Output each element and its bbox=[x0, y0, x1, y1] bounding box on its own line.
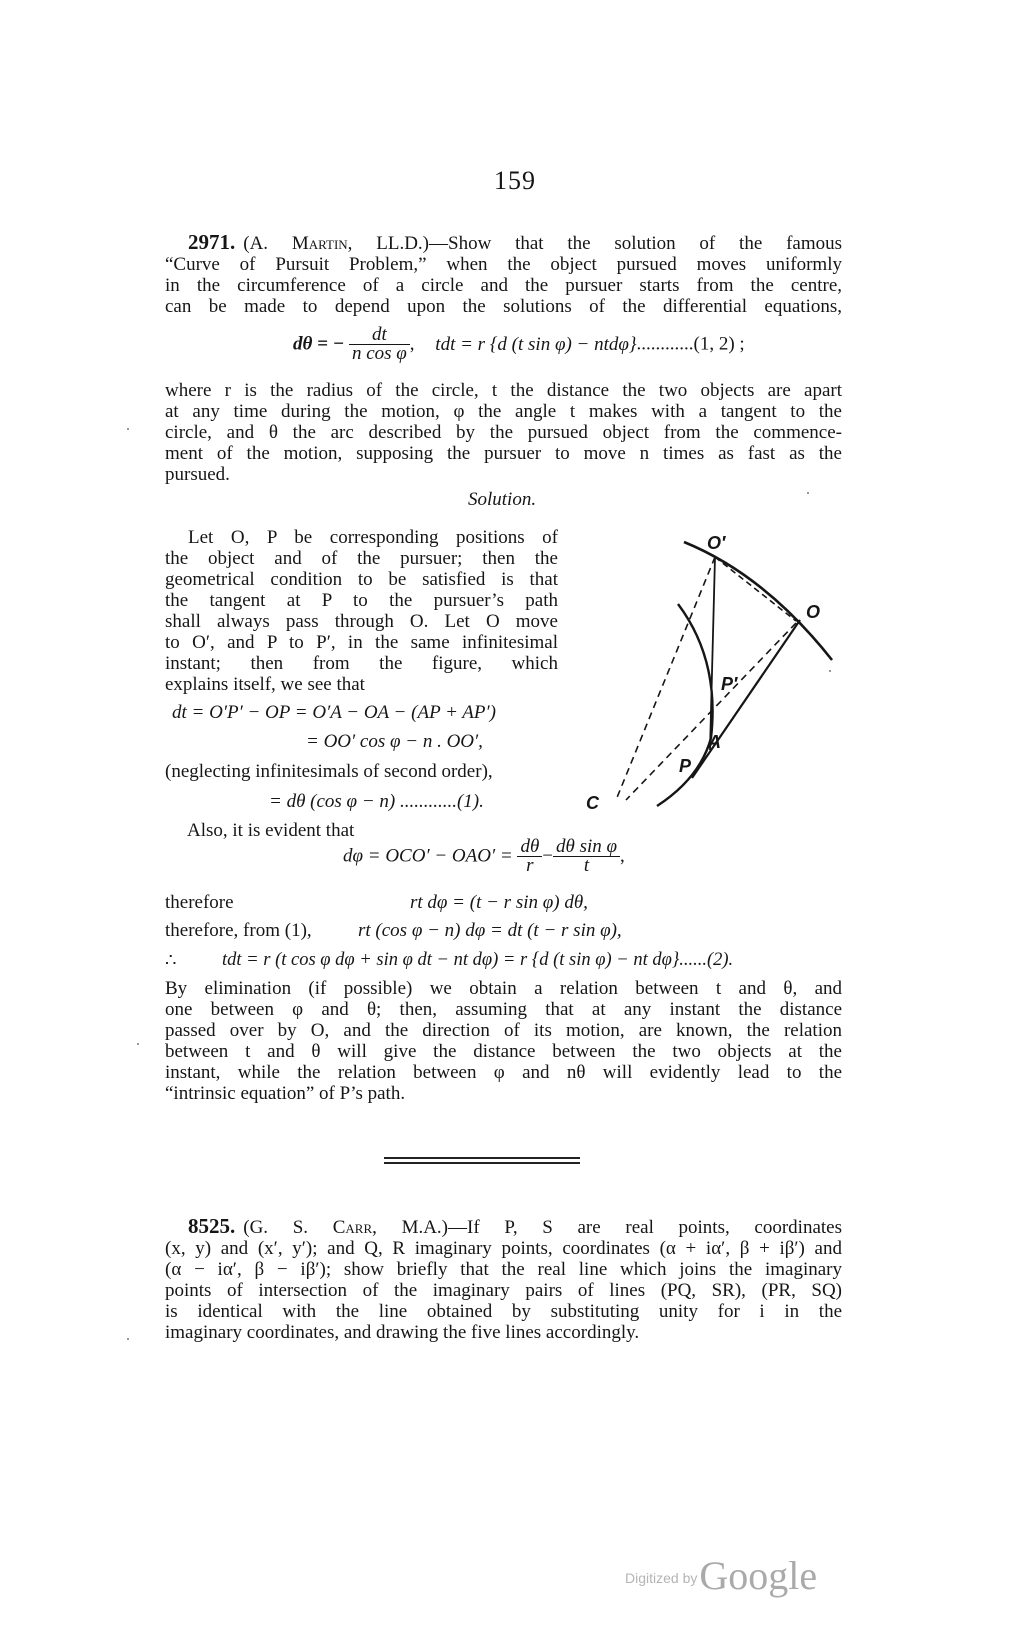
digitized-by-google-watermark bbox=[625, 1552, 817, 1599]
eq1-line-2: = OO′ cos φ − n . OO′, bbox=[306, 731, 483, 752]
dphi-fraction-1-denominator: r bbox=[526, 855, 534, 876]
solution-intro-line-5: shall always pass through O. Let O move bbox=[165, 611, 558, 632]
label-o: O bbox=[806, 602, 821, 622]
dphi-equation bbox=[343, 838, 625, 875]
also-text: Also, it is evident that bbox=[187, 820, 355, 841]
therefore-2-label: therefore, from (1), bbox=[165, 920, 312, 941]
section-divider-top bbox=[384, 1157, 580, 1159]
question-text: —Show that the solution of the famous bbox=[429, 233, 842, 254]
eq1-note: (neglecting infinitesimals of second order), bbox=[165, 761, 493, 782]
explanation-line-2: at any time during the motion, φ the angle t makes with a tangent to the bbox=[165, 401, 842, 422]
explanation-line-5: pursued. bbox=[165, 464, 230, 485]
question-2971-line-4: can be made to depend upon the solutions of the differential equations, bbox=[165, 296, 842, 317]
scan-speck bbox=[127, 1338, 129, 1340]
label-p: P bbox=[679, 756, 692, 776]
fraction-denominator: n cos φ bbox=[351, 343, 407, 364]
explanation-line-1: where r is the radius of the circle, t the distance the two objects are apart bbox=[165, 380, 842, 401]
solution-intro-line-8: explains itself, we see that bbox=[165, 674, 365, 695]
dphi-fraction-2-numerator: dθ sin φ bbox=[553, 838, 620, 857]
question-text: —If P, S are real points, coordinates bbox=[448, 1217, 842, 1238]
equation-comma: , bbox=[409, 333, 415, 355]
section-divider-bottom bbox=[384, 1162, 580, 1164]
explanation-line-3: circle, and θ the arc described by the pursued object from the commence- bbox=[165, 422, 842, 443]
dphi-fraction-1 bbox=[517, 838, 542, 875]
circle-arc bbox=[684, 542, 832, 660]
conclusion-line-2: one between φ and θ; then, assuming that at any instant the distance bbox=[165, 999, 842, 1020]
tangent-o-p bbox=[692, 620, 800, 778]
label-p-prime: P′ bbox=[721, 674, 738, 694]
conclusion-line-6: “intrinsic equation” of P’s path. bbox=[165, 1083, 406, 1104]
dphi-minus: − bbox=[542, 845, 554, 867]
eq1-line-3: = dθ (cos φ − n) ............(1). bbox=[269, 791, 484, 812]
equation-tag: ............(1, 2) ; bbox=[636, 333, 745, 355]
question-8525-line-2: (x, y) and (x′, y′); and Q, R imaginary points, coordinates (α + iα′, β + iβ′) and bbox=[165, 1238, 842, 1259]
scan-speck bbox=[137, 1043, 139, 1045]
question-8525-line-4: points of intersection of the imaginary pairs of lines (PQ, SR), (PR, SQ) bbox=[165, 1280, 842, 1301]
solution-intro-line-7: instant; then from the figure, which bbox=[165, 653, 558, 674]
dphi-fraction-2-denominator: t bbox=[583, 855, 590, 876]
question-8525-line-3: (α − iα′, β − iβ′); show briefly that the real line which joins the imaginary bbox=[165, 1259, 842, 1280]
conclusion-line-1: By elimination (if possible) we obtain a relation between t and θ, and bbox=[165, 978, 842, 999]
question-8525-line-1 bbox=[188, 1216, 842, 1238]
equation-rhs: tdt = r {d (t sin φ) − ntdφ} bbox=[435, 333, 637, 355]
scan-speck bbox=[829, 670, 831, 672]
dphi-lhs: dφ = OCO′ − OAO′ = bbox=[343, 845, 513, 867]
conclusion-line-3: passed over by O, and the direction of its motion, are known, the relation bbox=[165, 1020, 842, 1041]
eq1-line-1: dt = O′P′ − OP = O′A − OA − (AP + AP′) bbox=[172, 702, 497, 723]
equation-1-2 bbox=[293, 326, 745, 363]
solution-intro-line-6: to O′, and P to P′, in the same infinitesimal bbox=[165, 632, 558, 653]
scan-speck bbox=[127, 428, 129, 430]
explanation-line-4: ment of the motion, supposing the pursuer to move n times as fast as the bbox=[165, 443, 842, 464]
conclusion-line-4: between t and θ will give the distance between the two objects at the bbox=[165, 1041, 842, 1062]
question-number: 2971. bbox=[188, 230, 236, 254]
solution-intro-line-2: the object and of the pursuer; then the bbox=[165, 548, 558, 569]
label-a: A bbox=[708, 732, 721, 752]
question-author: (A. Martin, LL.D.) bbox=[243, 233, 429, 254]
dphi-comma: , bbox=[620, 845, 625, 867]
dphi-fraction-2 bbox=[553, 838, 620, 875]
solution-intro-line-1: Let O, P be corresponding positions of bbox=[188, 527, 558, 548]
page-number: 159 bbox=[494, 166, 536, 195]
question-author: (G. S. Carr, M.A.) bbox=[243, 1217, 449, 1238]
question-2971-line-2: “Curve of Pursuit Problem,” when the object pursued moves uniformly bbox=[165, 254, 842, 275]
question-2971-line-3: in the circumference of a circle and the pursuer starts from the centre, bbox=[165, 275, 842, 296]
question-2971-line-1 bbox=[188, 232, 842, 254]
watermark-prefix: Digitized by bbox=[625, 1570, 698, 1586]
dphi-fraction-1-numerator: dθ bbox=[517, 838, 542, 857]
conclusion-line-5: instant, while the relation between φ and nθ will evidently lead to the bbox=[165, 1062, 842, 1083]
equation-2: tdt = r (t cos φ dφ + sin φ dt − nt dφ) = r {d (t sin φ) − nt dφ}......(2). bbox=[222, 950, 734, 970]
scan-speck bbox=[807, 492, 809, 494]
question-8525-line-6: imaginary coordinates, and drawing the five lines accordingly. bbox=[165, 1322, 640, 1343]
line-o-c bbox=[626, 623, 796, 800]
equation-lhs: dθ = − bbox=[293, 333, 345, 355]
label-c: C bbox=[586, 793, 599, 813]
hence-symbol: ∴ bbox=[165, 950, 177, 970]
pursuit-curve-figure bbox=[560, 520, 850, 820]
therefore-1-label: therefore bbox=[165, 892, 234, 913]
solution-intro-line-3: geometrical condition to be satisfied is that bbox=[165, 569, 558, 590]
fraction-numerator: dt bbox=[349, 326, 410, 345]
chord-o-prime-o bbox=[715, 557, 796, 621]
therefore-1-equation: rt dφ = (t − r sin φ) dθ, bbox=[410, 892, 588, 913]
label-o-prime: O′ bbox=[707, 533, 726, 553]
equation-fraction bbox=[349, 326, 410, 363]
question-number: 8525. bbox=[188, 1214, 236, 1238]
solution-heading: Solution. bbox=[468, 489, 537, 510]
question-8525-line-5: is identical with the line obtained by substituting unity for i in the bbox=[165, 1301, 842, 1322]
therefore-2-equation: rt (cos φ − n) dφ = dt (t − r sin φ), bbox=[358, 920, 622, 941]
google-logo: Google bbox=[699, 1553, 818, 1598]
solution-intro-line-4: the tangent at P to the pursuer’s path bbox=[165, 590, 558, 611]
